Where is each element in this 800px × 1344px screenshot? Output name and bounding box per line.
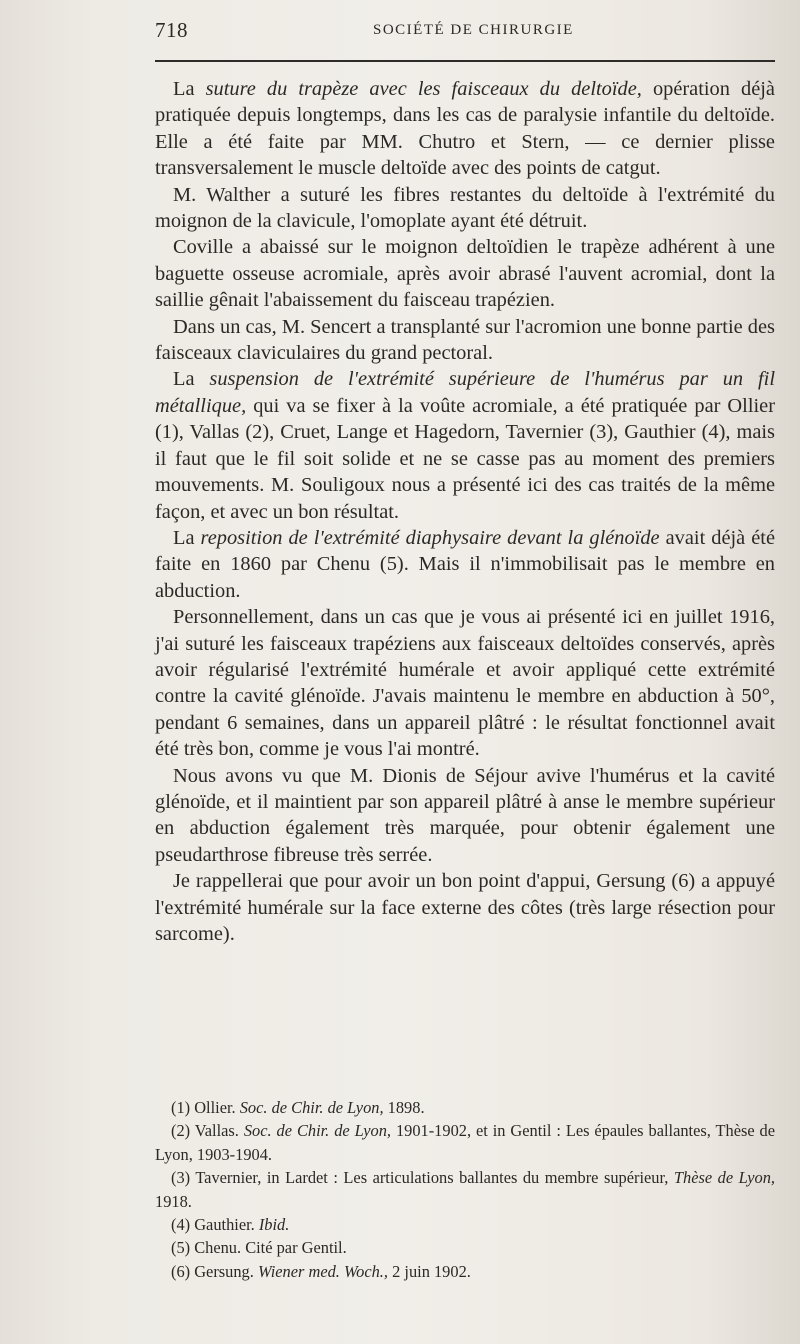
paragraph: Coville a abaissé sur le moignon deltoïdien le trapèze adhérent à une baguette osseuse acromiale, après avoir abrasé l'auvent acromial, dont la saillie gênait l'abaissement du faisceau trapézien. [155, 236, 775, 312]
body-text [155, 76, 775, 947]
footnote: (6) Gersung. Wiener med. Woch., 2 juin 1902. [171, 1261, 471, 1281]
footnote: (5) Chenu. Cité par Gentil. [171, 1238, 347, 1258]
paragraph: Je rappellerai que pour avoir un bon point d'appui, Gersung (6) a appuyé l'extrémité humérale sur la face externe des côtes (très large résection pour sarcome). [155, 870, 775, 945]
footnote: (3) Tavernier, in Lardet : Les articulations ballantes du membre supérieur, Thèse de Lyon, 1918. [155, 1168, 775, 1211]
page-number: 718 [155, 18, 188, 42]
paragraph: Nous avons vu que M. Dionis de Séjour avive l'humérus et la cavité glénoïde, et il maintient par son appareil plâtré à anse le membre supérieur en abduction également très marquée, pour obtenir également une pseudarthrose fibreuse très serrée. [155, 764, 775, 866]
footnote: (4) Gauthier. Ibid. [171, 1215, 290, 1235]
footnotes [155, 1096, 775, 1283]
paragraph: M. Walther a suturé les fibres restantes du deltoïde à l'extrémité du moignon de la clavicule, l'omoplate ayant été détruit. [155, 183, 775, 233]
paragraph: Personnellement, dans un cas que je vous ai présenté ici en juillet 1916, j'ai suturé les faisceaux trapéziens aux faisceaux deltoïdes conservés, après avoir régularisé l'extrémité humérale et avoir appliqué cette extrémité contre la cavité glénoïde. J'avais maintenu le membre en abduction à 50°, pendant 6 semaines, dans un appareil plâtré : le résultat fonctionnel avait été très bon, comme je vous l'ai montré. [155, 606, 775, 761]
footnote: (2) Vallas. Soc. de Chir. de Lyon, 1901-1902, et in Gentil : Les épaules ballantes, Thèse de Lyon, 1903-1904. [155, 1121, 776, 1164]
footnote: (1) Ollier. Soc. de Chir. de Lyon, 1898. [171, 1098, 425, 1117]
running-head [155, 14, 775, 48]
paragraph: La suture du trapèze avec les faisceaux du deltoïde, opération déjà pratiquée depuis longtemps, dans les cas de paralysie infantile du deltoïde. Elle a été faite par MM. Chutro et Stern, — ce dernier plisse transversalement le muscle deltoïde avec des points de catgut. [155, 78, 775, 180]
paragraph: La reposition de l'extrémité diaphysaire devant la glénoïde avait déjà été faite en 1860 par Chenu (5). Mais il n'immobilisait pas le membre en abduction. [155, 526, 775, 602]
paragraph: Dans un cas, M. Sencert a transplanté sur l'acromion une bonne partie des faisceaux claviculaires du grand pectoral. [155, 315, 775, 365]
paragraph: La suspension de l'extrémité supérieure de l'humérus par un fil métallique, qui va se fixer à la voûte acromiale, a été pratiquée par Ollier (1), Vallas (2), Cruet, Lange et Hagedorn, Tavernier (3), Gauthier (4), mais il faut que le fil soit solide et ne se casse pas au moment des premiers mouvements. M. Souligoux nous a présenté ici des cas traités de la même façon, et avec un bon résultat. [155, 368, 775, 523]
running-title: SOCIÉTÉ DE CHIRURGIE [373, 22, 574, 38]
header-rule [155, 60, 775, 62]
